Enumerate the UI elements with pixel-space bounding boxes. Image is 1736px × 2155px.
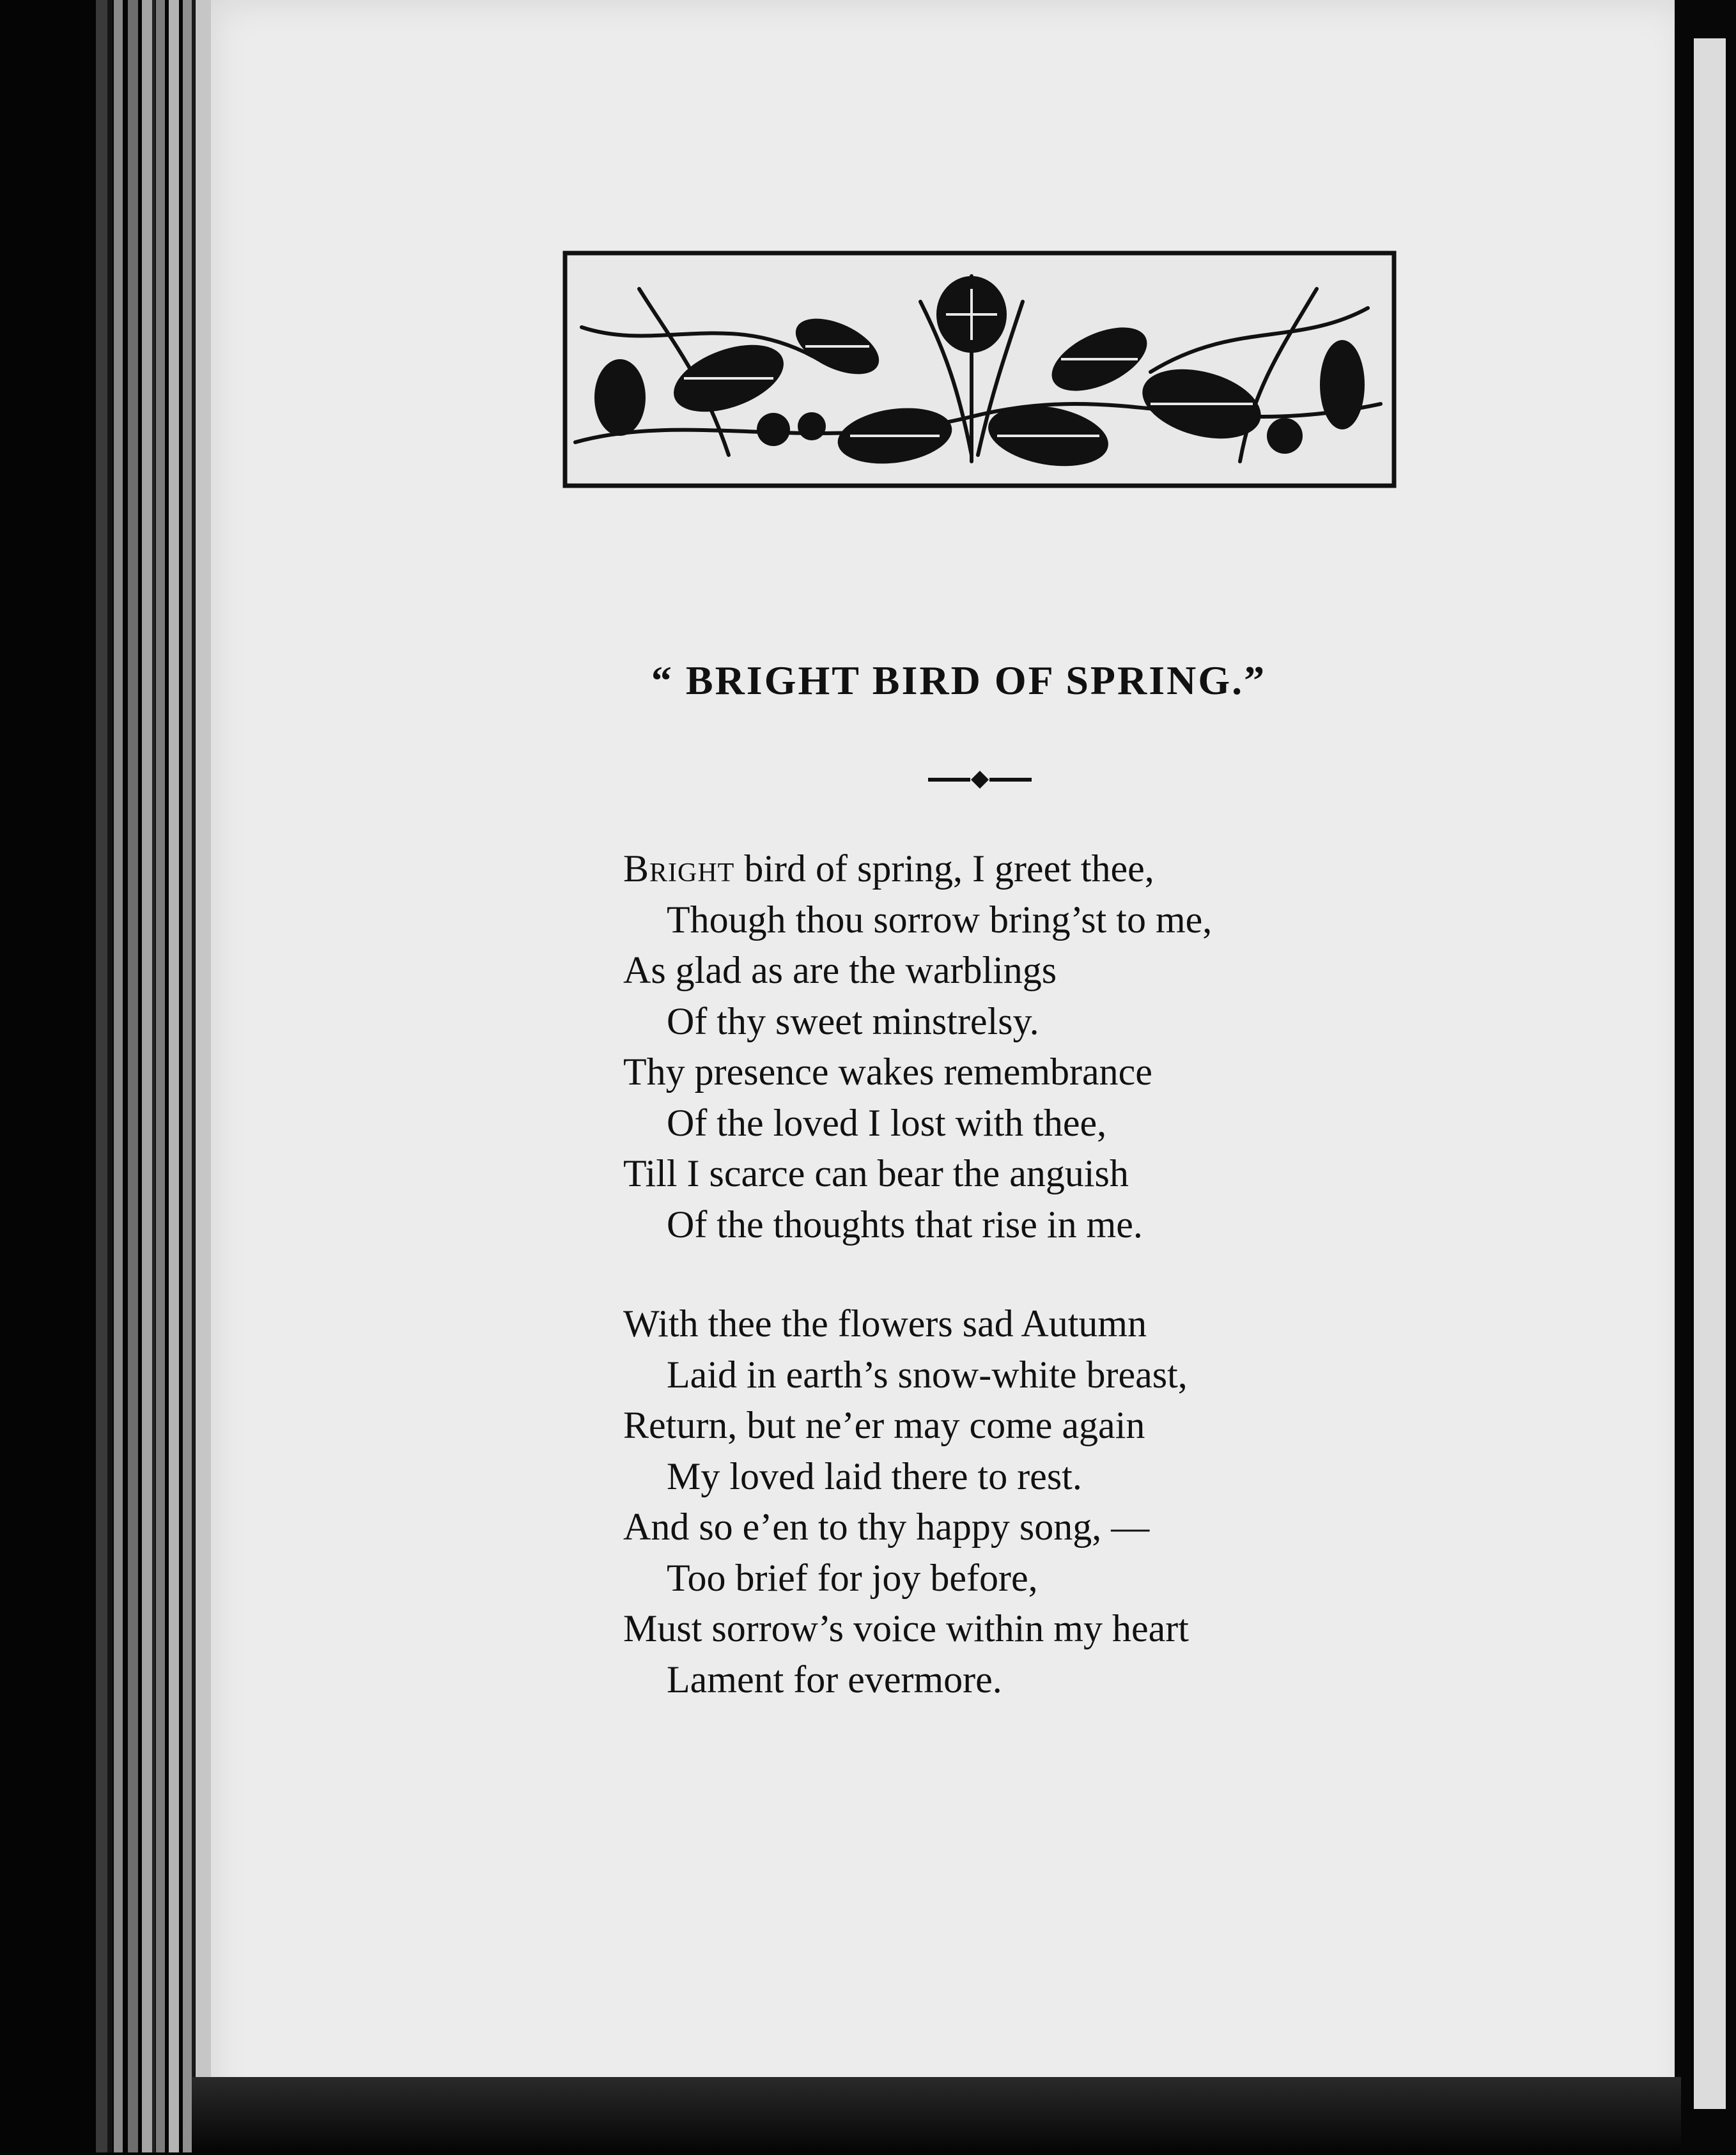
- poem-line: [623, 1148, 1518, 1200]
- poem-line: [623, 895, 1518, 946]
- poem-line-text: Laid in earth’s snow-white breast,: [667, 1353, 1188, 1396]
- page-bottom-edge: [192, 2077, 1681, 2152]
- poem-line: [623, 1502, 1518, 1553]
- poem-line-text: Too brief for joy before,: [667, 1556, 1038, 1599]
- poem-line-text: Return, but ne’er may come again: [623, 1404, 1145, 1446]
- diamond-rule-icon: [926, 767, 1034, 792]
- poem-line: [623, 1098, 1518, 1149]
- poem-line-text: Lament for evermore.: [667, 1658, 1002, 1701]
- poem-line: [623, 1299, 1518, 1350]
- poem-line-text: Of thy sweet minstrelsy.: [667, 1000, 1039, 1042]
- poem-line: [623, 1400, 1518, 1451]
- stanza: [623, 1299, 1518, 1705]
- poem-line: [623, 1047, 1518, 1098]
- poem-body: [623, 844, 1518, 1754]
- book-page-edges: [0, 0, 217, 2152]
- poem-line: [623, 1553, 1518, 1604]
- poem-title: “ BRIGHT BIRD OF SPRING.”: [651, 658, 1267, 703]
- poem-line-text: Till I scarce can bear the anguish: [623, 1152, 1129, 1194]
- poem-line-text: Of the loved I lost with thee,: [667, 1101, 1107, 1144]
- poem-line: [623, 996, 1518, 1047]
- poem-line-text: bird of spring, I greet thee,: [734, 847, 1154, 890]
- poem-line: [623, 1451, 1518, 1502]
- facing-page-edge: [1694, 38, 1726, 2109]
- poem-line-text: My loved laid there to rest.: [667, 1455, 1082, 1497]
- small-caps-lead: Bright: [623, 847, 735, 890]
- poem-line: [623, 1603, 1518, 1655]
- poem-line: [623, 1200, 1518, 1251]
- poem-line-text: Must sorrow’s voice within my heart: [623, 1607, 1189, 1649]
- stanza: [623, 844, 1518, 1250]
- poem-line-text: With thee the flowers sad Autumn: [623, 1302, 1147, 1345]
- floral-headpiece-icon: [562, 251, 1397, 488]
- poem-line-text: Thy presence wakes remembrance: [623, 1051, 1152, 1093]
- poem-line: [623, 945, 1518, 996]
- poem-line-text: Though thou sorrow bring’st to me,: [667, 898, 1213, 941]
- poem-line-text: Of the thoughts that rise in me.: [667, 1203, 1143, 1246]
- poem-line: [623, 844, 1518, 895]
- poem-line-text: And so e’en to thy happy song, —: [623, 1506, 1150, 1548]
- poem-line: [623, 1350, 1518, 1401]
- poem-line-text: As glad as are the warblings: [623, 949, 1057, 991]
- poem-line: [623, 1655, 1518, 1706]
